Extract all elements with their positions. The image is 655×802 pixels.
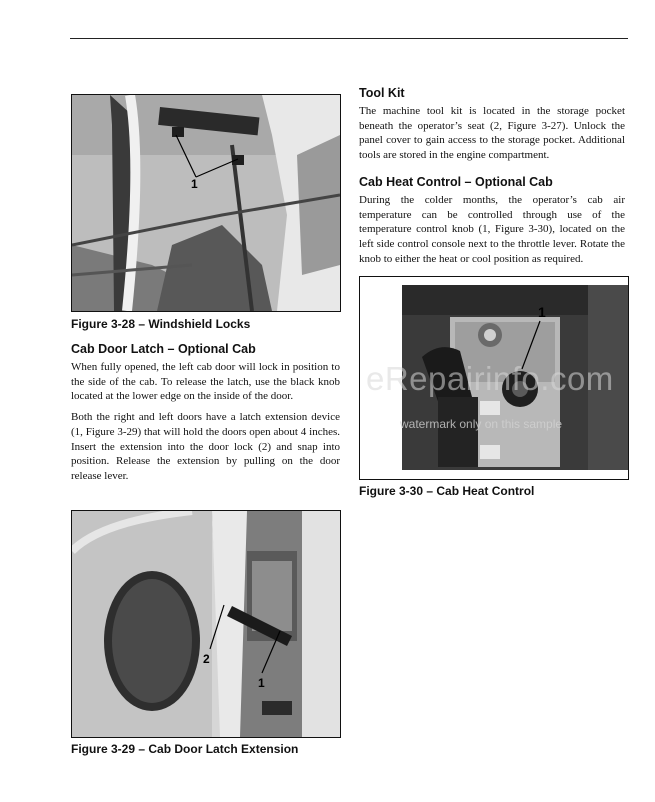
cab-heat-heading: Cab Heat Control – Optional Cab <box>359 175 553 189</box>
figure-3-29-caption: Figure 3-29 – Cab Door Latch Extension <box>71 742 299 756</box>
cab-heat-body <box>359 193 625 273</box>
windshield-locks-photo <box>71 94 341 312</box>
cab-door-latch-body <box>71 360 340 490</box>
figure-3-28-caption: Figure 3-28 – Windshield Locks <box>71 317 251 331</box>
tool-kit-paragraph-1: The machine tool kit is located in the storage pocket beneath the operator’s seat (2, Figure 3-27). Unlock the panel cover to gain access to the storage pocket. Additional tools are stored in the engine compartment. <box>359 105 625 162</box>
callout-1: 1 <box>191 177 198 191</box>
cab-heat-control-photo <box>359 276 629 480</box>
watermark-text: eRepairinfo.com <box>366 360 614 397</box>
header-rule <box>70 38 628 39</box>
tool-kit-heading: Tool Kit <box>359 86 405 100</box>
cab-heat-paragraph-1: During the colder months, the operator’s cab air temperature can be controlled through use of the temperature control knob (1, Figure 3-30), located on the left side control console next to the throttle lever. Rotate the knob to either the heat or cool position as required. <box>359 194 625 265</box>
callout-2: 2 <box>203 652 210 666</box>
cab-door-latch-paragraph-2: Both the right and left doors have a latch extension device (1, Figure 3-29) that will hold the doors open about 4 inches. Insert the extension into the door lock (2) and snap into position. Release the extension by pulling on the door release lever. <box>71 411 340 482</box>
cab-door-latch-heading: Cab Door Latch – Optional Cab <box>71 342 256 356</box>
figure-3-30-caption: Figure 3-30 – Cab Heat Control <box>359 484 535 498</box>
cab-door-latch-photo <box>71 510 341 738</box>
cab-door-latch-paragraph-1: When fully opened, the left cab door will lock in position to the side of the cab. To release the latch, use the black knob located at the lower edge on the inside of the door. <box>71 361 340 403</box>
callout-1: 1 <box>258 676 265 690</box>
tool-kit-body <box>359 104 625 169</box>
callout-1: 1 <box>538 304 546 320</box>
watermark-subtext: watermark only on this sample <box>400 417 563 431</box>
